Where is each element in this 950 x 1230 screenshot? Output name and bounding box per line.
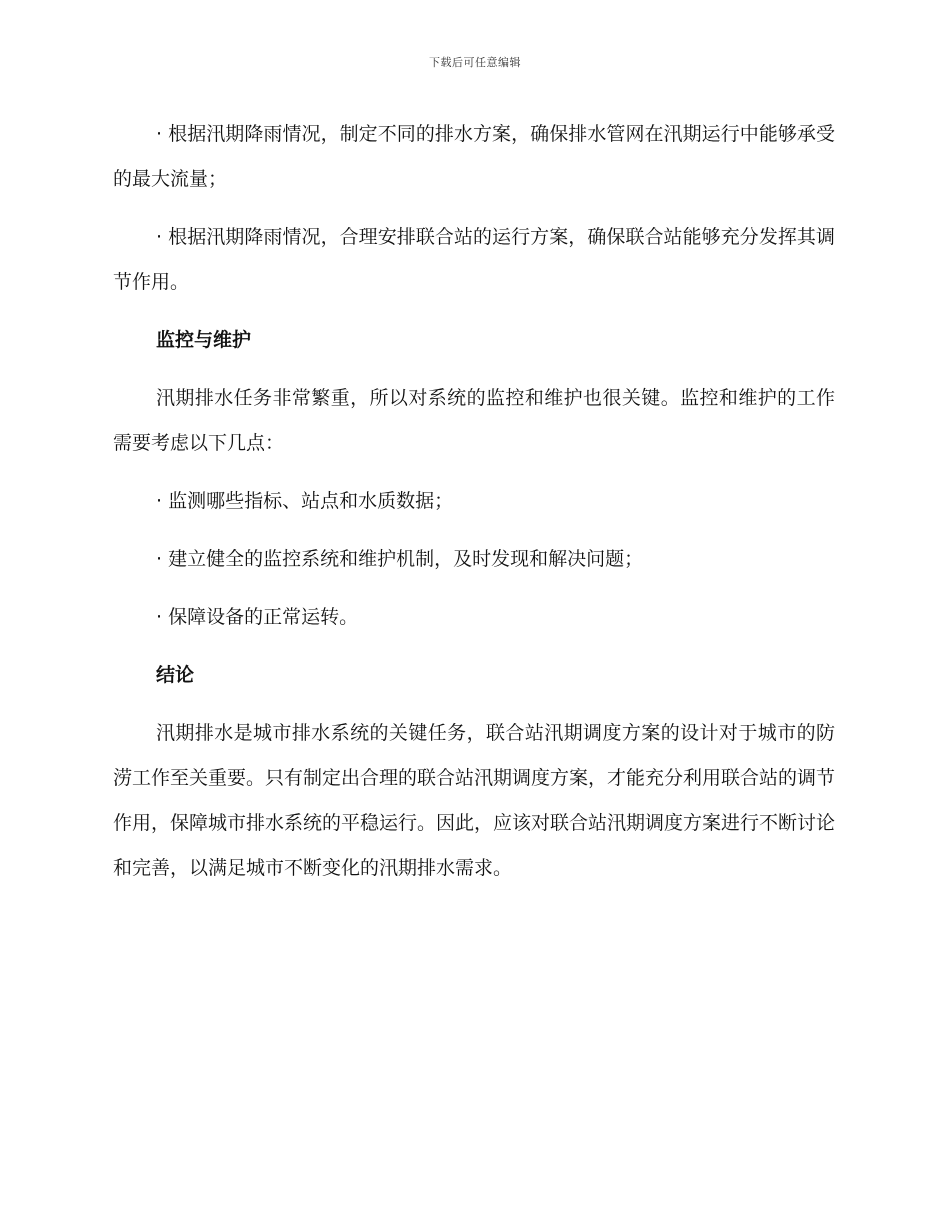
bullet-equipment: · 保障设备的正常运转。 bbox=[156, 606, 359, 628]
header-note: 下载后可任意编辑 bbox=[429, 56, 521, 69]
bullet-monitor-system: · 建立健全的监控系统和维护机制，及时发现和解决问题； bbox=[156, 548, 644, 570]
bullet-drainage-plan: · 根据汛期降雨情况，制定不同的排水方案，确保排水管网在汛期运行中能够承受的最大流量； bbox=[113, 123, 835, 190]
paragraph-conclusion: 汛期排水是城市排水系统的关键任务，联合站汛期调度方案的设计对于城市的防涝工作至关重要。只有制定出合理的联合站汛期调度方案，才能充分利用联合站的调节作用，保障城市排水系统的平稳运行。因此，应该对联合站汛期调度方案进行不断讨论和完善，以满足城市不断变化的汛期排水需求。 bbox=[113, 722, 836, 879]
section-heading-monitoring: 监控与维护 bbox=[156, 329, 252, 351]
bullet-monitor-indicators: · 监测哪些指标、站点和水质数据； bbox=[156, 490, 454, 512]
document-body bbox=[113, 112, 835, 904]
bullet-station-plan: · 根据汛期降雨情况，合理安排联合站的运行方案，确保联合站能够充分发挥其调节作用。 bbox=[113, 226, 835, 293]
section-heading-conclusion: 结论 bbox=[156, 664, 195, 686]
paragraph-monitoring-intro: 汛期排水任务非常繁重，所以对系统的监控和维护也很关键。监控和维护的工作需要考虑以下几点： bbox=[113, 387, 835, 454]
